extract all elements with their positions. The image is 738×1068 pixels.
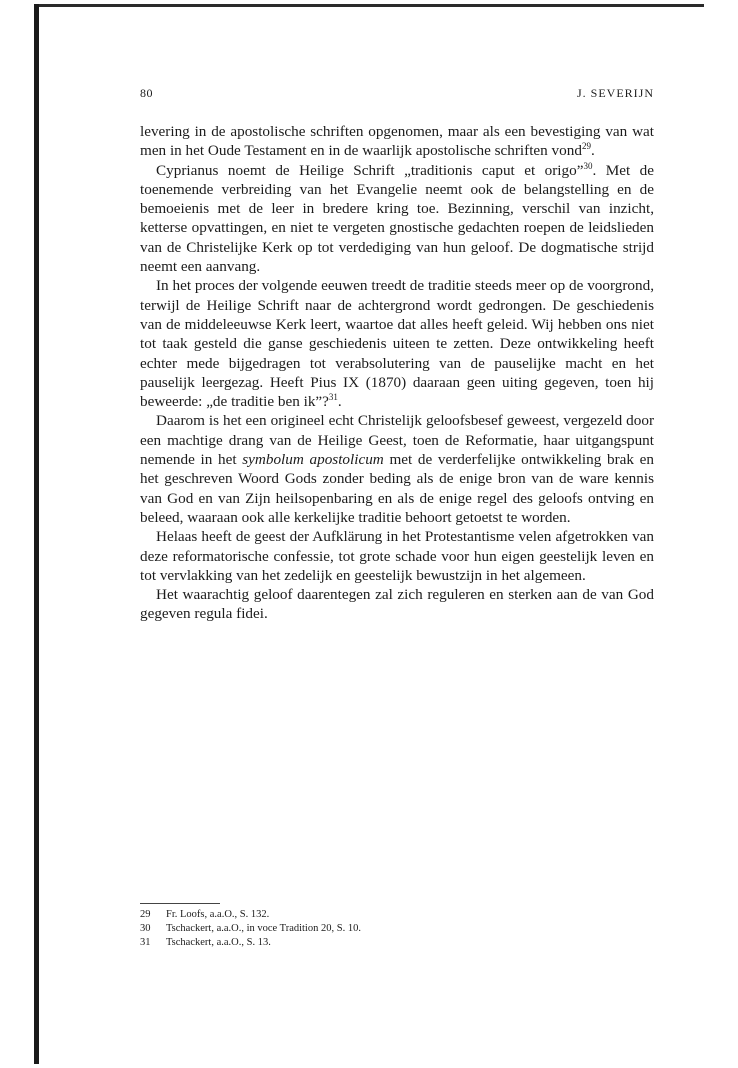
page-header (140, 86, 654, 108)
footnote-number: 30 (140, 922, 151, 934)
footnote-29 (140, 908, 654, 922)
paragraph-1-text: levering in de apostolische schriften opgenomen, maar als een bevestiging van wat men in het Oude Testament en in de waarlijk apostolische schriften vond (140, 123, 654, 160)
page-number: 80 (140, 86, 153, 100)
footnotes (140, 908, 654, 949)
footnote-number: 31 (140, 936, 151, 948)
paragraph-1-end: . (590, 142, 595, 160)
paragraph-1 (140, 122, 654, 161)
paragraph-2-continuation: . Met de toenemende verbreiding van het Evangelie neemt ook de belangstelling en de bemoeienis met de leer in bredere kring toe. Bezinning, verschil van inzicht, ketterse opvattingen, en niet te vergeten gnostische gedachten roepen de leidslieden van de Christelijke Kerk op tot verdediging van hun geloof. De dogmatische strijd neemt een aanvang. (140, 161, 654, 276)
paragraph-5: Helaas heeft de geest der Aufklärung in het Protestantisme velen afgetrokken van deze reformatorische confessie, tot grote schade voor hun eigen geestelijk leven en tot vervlakking van het zedelijk en geestelijk bewustzijn in het algemeen. (140, 528, 654, 584)
scan-border-top (34, 4, 704, 7)
paragraph-3-text: In het proces der volgende eeuwen treedt de traditie steeds meer op de voorgrond, terwijl de Heilige Schrift naar de achtergrond wordt gedrongen. De geschiedenis van de middeleeuwse Kerk leert, waartoe dat alles heeft geleid. Wij hebben ons niet tot taak gesteld die ganse geschiedenis uiteen te zetten. Deze ontwikkeling heeft echter mede bijgedragen tot verabsolutering van de pauselijke macht en het pauselijk leergezag. Heeft Pius IX (1870) daaraan geen uiting gegeven, toen hij beweerde: „de traditie ben ik”? (140, 277, 654, 411)
paragraph-4-continuation: met de verderfelijke ontwikkeling brak en het geschreven Woord Gods zonder beding als de enige bron van de ware kennis van God en van Zijn heilsopenbaring en als de enige regel des geloofs ontving en beleed, waaraan ook alle kerkelijke traditie behoort getoetst te worden. (140, 451, 655, 526)
footnote-text: Tschackert, a.a.O., S. 13. (166, 936, 271, 948)
paragraph-4-text: Daarom is het een origineel echt Christelijk geloofsbesef geweest, vergezeld door een machtige drang van de Heilige Geest, toen de Reformatie, haar uitgangspunt nemende in het (140, 412, 654, 469)
paragraph-2 (140, 161, 654, 277)
body-text (140, 122, 654, 624)
paragraph-4 (140, 411, 654, 527)
footnote-divider (140, 903, 220, 904)
footnote-31 (140, 936, 654, 950)
footnote-ref-31: 31 (328, 392, 338, 403)
footnote-text: Tschackert, a.a.O., in voce Tradition 20, S. 10. (166, 922, 361, 934)
running-head: J. SEVERIJN (576, 86, 654, 100)
footnote-ref-30: 30 (583, 160, 593, 171)
footnote-text: Fr. Loofs, a.a.O., S. 132. (166, 909, 270, 920)
paragraph-3-end: . (337, 393, 342, 411)
footnote-number: 29 (140, 909, 151, 920)
footnote-30 (140, 922, 654, 936)
paragraph-2-text: Cyprianus noemt de Heilige Schrift „traditionis caput et origo” (156, 161, 584, 179)
page-content (140, 86, 654, 624)
paragraph-6: Het waarachtig geloof daarentegen zal zich reguleren en sterken aan de van God gegeven regula fidei. (140, 586, 654, 623)
footnote-ref-29: 29 (581, 141, 591, 152)
scan-border-left (34, 4, 39, 1064)
symbolum-apostolicum: symbolum apostolicum (242, 451, 384, 469)
paragraph-3 (140, 276, 654, 411)
